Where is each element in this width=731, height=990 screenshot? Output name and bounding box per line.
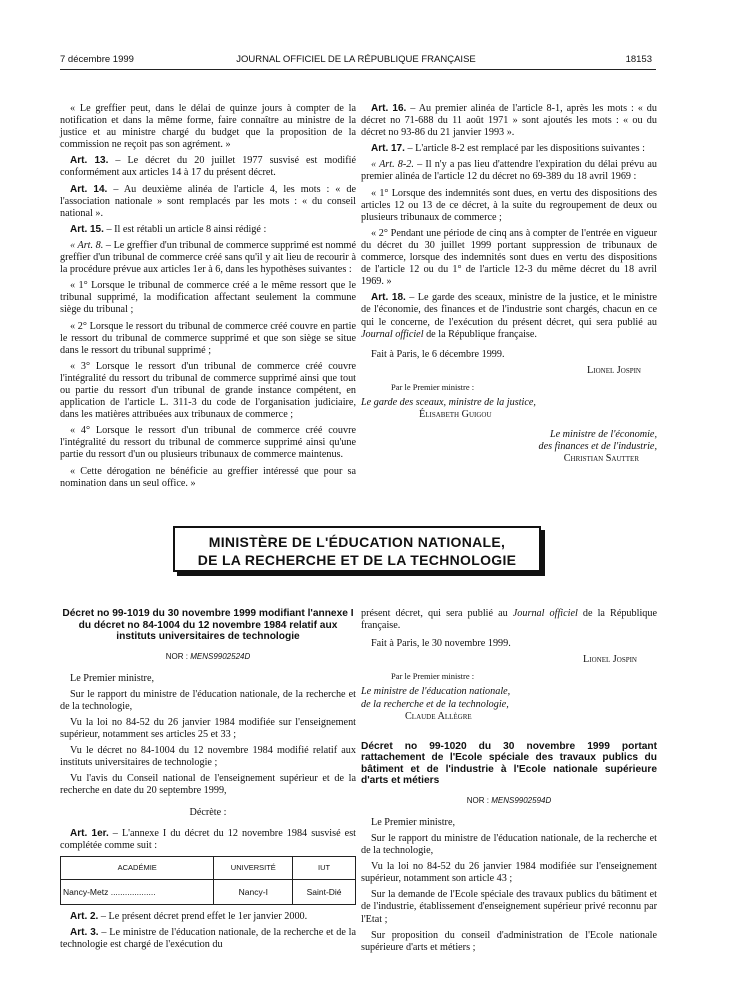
article-2 (60, 911, 356, 923)
ministry-box (173, 526, 541, 572)
decree-title: Décret no 99-1020 du 30 novembre 1999 portant rattachement de l'Ecole spéciale des travaux publics du bâtiment et de l'industrie à l'Ecole nationale supérieure d'arts et métiers (361, 740, 657, 787)
article-text: – Il n'y a pas lieu d'attendre l'expiration du délai prévu au premier alinéa de l'article 12 du décret no 69-389 du 18 avril 1969 : (361, 159, 658, 183)
article-text: de la République française. (423, 328, 537, 340)
signatory-title: Le ministre de l'éducation nationale, (361, 686, 511, 698)
column-bottom-left (60, 608, 356, 955)
article-label: Art. 3. (70, 926, 99, 938)
decrete: Décrète : (189, 807, 227, 819)
paragraph: « 1° Lorsque le tribunal de commerce créé a le même ressort que le tribunal supprimé, la modification affectant seulement la commune siège du tribunal ; (60, 280, 356, 316)
iut-table (60, 856, 356, 905)
paragraph: « Cette dérogation ne bénéficie au greffier intéressé que pour sa nomination dans un seul office. » (60, 465, 356, 489)
journal-name: Journal officiel (512, 608, 578, 619)
paragraph: Le Premier ministre, (371, 816, 456, 828)
nor-label: NOR : (165, 651, 191, 661)
article-label: Art. 17. (371, 143, 405, 155)
header-title: JOURNAL OFFICIEL DE LA RÉPUBLIQUE FRANÇAISE (236, 54, 476, 65)
nor-code: MENS9902524D (190, 651, 251, 661)
nor-reference (60, 651, 356, 663)
article-label: Art. 2. (70, 910, 99, 922)
signatory-name: Christian Sautter (563, 453, 639, 465)
signature-prime-minister: Lionel Jospin (587, 364, 641, 376)
article-label: Art. 14. (70, 183, 108, 195)
ministry-line-1: MINISTÈRE DE L'ÉDUCATION NATIONALE, (208, 534, 506, 550)
paragraph: « 2° Pendant une période de cinq ans à compter de l'entrée en vigueur du décret du 30 juillet 1999 portant suppression de tribunaux de commerce, lorsque des indemnités sont dues en vertu des dispositions de l'article 12 ou du 1° de l'article 12-3 du même décret du 18 avril 1969. » (361, 227, 657, 288)
article-label: « Art. 8. (70, 239, 104, 251)
article-text: – Le greffier d'un tribunal de commerce supprimé est nommé greffier d'un tribunal de commerce créé sans qu'il y ait lieu de recourir à la procédure prévue aux articles 1er à 6, dans les hypothèses suivantes : (60, 239, 356, 276)
article-label: Art. 16. (371, 103, 407, 114)
article-label: « Art. 8-2. (371, 159, 414, 171)
page-header (60, 54, 652, 68)
paragraph: Vu l'avis du Conseil national de l'enseignement supérieur et de la recherche en date du 20 septembre 1999, (60, 773, 356, 797)
paragraph-text: de la République française. (361, 608, 657, 632)
article-label: Art. 1er. (70, 827, 109, 839)
table-cell: Nancy-Metz ................... (61, 879, 214, 904)
paragraph: Vu la loi no 84-52 du 26 janvier 1984 modifiée sur l'enseignement supérieur, notamment son article 43 ; (361, 861, 657, 885)
signature-date: Fait à Paris, le 30 novembre 1999. (371, 638, 511, 650)
table-header-row (61, 856, 356, 879)
paragraph: Vu le décret no 84-1004 du 12 novembre 1984 modifié relatif aux instituts universitaires de technologie ; (60, 745, 356, 769)
paragraph: « Le greffier peut, dans le délai de quinze jours à compter de la notification et dans la même forme, faire connaître au ministre de la justice et au ministre chargé du budget que la proposition de la commission ne reçoit pas son agrément. » (60, 103, 356, 151)
nor-code: MENS9902594D (491, 795, 552, 805)
paragraph: Sur le rapport du ministre de l'éducation nationale, de la recherche et de la technologie, (60, 688, 356, 712)
paragraph: Sur proposition du conseil d'administration de l'Ecole nationale supérieure d'arts et métiers ; (361, 929, 657, 953)
article-14 (60, 184, 356, 220)
article-15 (60, 224, 356, 236)
journal-name: Journal officiel (361, 328, 424, 340)
article-text: – Le garde des sceaux, ministre de la justice, et le ministre de l'économie, des finances et de l'industrie sont chargés, chacun en ce qui le concerne, de l'exécution du présent décret, qui sera publié au (361, 292, 657, 328)
signature-by-line: Par le Premier ministre : (391, 381, 475, 392)
paragraph: Vu la loi no 84-52 du 26 janvier 1984 modifiée sur l'enseignement supérieur, notamment ses articles 25 et 33 ; (60, 716, 356, 740)
article-16 (361, 103, 657, 139)
signature-by-line: Par le Premier ministre : (391, 671, 475, 682)
header-rule (60, 69, 656, 70)
nor-label: NOR : (466, 795, 492, 805)
article-label: Art. 18. (371, 292, 406, 304)
table-cell: Nancy-I (214, 879, 293, 904)
header-date: 7 décembre 1999 (60, 54, 134, 65)
table-header-cell: UNIVERSITÉ (214, 856, 293, 879)
paragraph: Sur la demande de l'Ecole spéciale des travaux publics du bâtiment et de l'industrie, établissement d'enseignement supérieur privé reconnu par l'Etat ; (361, 889, 657, 925)
paragraph: « 2° Lorsque le ressort du tribunal de commerce créé couvre en partie le ressort du tribunal de commerce supprimé et que son siège se situe dans le ressort du tribunal supprimé ; (60, 320, 356, 356)
article-8-2 (361, 159, 657, 183)
article-8 (60, 240, 356, 276)
table-header-cell: ACADÉMIE (61, 856, 214, 879)
article-text: – Au premier alinéa de l'article 8-1, après les mots : « du décret no 71-688 du 11 août 1971 » sont ajoutés les mots : « ou du décret no 93-86 du 21 janvier 1993 ». (361, 103, 657, 139)
decree-title: Décret no 99-1019 du 30 novembre 1999 modifiant l'annexe I du décret no 84-1004 du 12 novembre 1984 relatif aux instituts universitaires de technologie (62, 608, 354, 642)
signatory-title: de la recherche et de la technologie, (361, 698, 509, 710)
article-text: – Le ministre de l'éducation nationale, de la recherche et de la technologie est chargé de l'exécution du (60, 926, 356, 950)
signature-date: Fait à Paris, le 6 décembre 1999. (371, 348, 505, 360)
article-label: Art. 15. (70, 223, 104, 235)
signatory-title: Le garde des sceaux, ministre de la justice, (361, 396, 536, 408)
article-label: Art. 13. (70, 155, 109, 167)
paragraph: « 3° Lorsque le ressort d'un tribunal de commerce créé couvre l'intégralité du ressort du tribunal de commerce supprimé ainsi que tout ou partie du ressort d'un tribunal de grande instance compétent, en application de l'article L. 311-3 du code de l'organisation judiciaire, dans les matières attribuées aux tribunaux de commerce ; (60, 360, 356, 421)
ministry-line-2: DE LA RECHERCHE ET DE LA TECHNOLOGIE (197, 552, 517, 568)
article-18 (361, 292, 657, 340)
column-bottom-right (361, 608, 657, 958)
table-row (61, 879, 356, 904)
paragraph: « 1° Lorsque des indemnités sont dues, en vertu des dispositions des articles 12 ou 13 de ce décret, à la suite du regroupement de deux ou plusieurs tribunaux de commerce ; (361, 187, 657, 223)
article-3 (60, 927, 356, 951)
paragraph: « 4° Lorsque le ressort d'un tribunal de commerce créé couvre l'intégralité du ressort du tribunal de commerce supprimé ainsi qu'une partie du ressort d'un ou plusieurs tribunaux de commerce maintenus. (60, 425, 356, 461)
paragraph (361, 608, 657, 632)
table-header-cell: IUT (293, 856, 356, 879)
article-text: – L'article 8-2 est remplacé par les dispositions suivantes : (404, 143, 645, 155)
signature-prime-minister: Lionel Jospin (583, 654, 637, 666)
signatory-name: Élisabeth Guigou (419, 409, 492, 421)
article-text: – Le décret du 20 juillet 1977 susvisé est modifié conformément aux articles 14 à 17 du présent décret. (60, 155, 356, 179)
paragraph: Sur le rapport du ministre de l'éducation nationale, de la recherche et de la technologie, (361, 832, 657, 857)
column-top-right (361, 103, 657, 469)
article-13 (60, 155, 356, 179)
header-page-number: 18153 (625, 54, 652, 65)
table-cell: Saint-Dié (293, 879, 356, 904)
article-text: – Au deuxième alinéa de l'article 4, les mots : « de l'association nationale » sont remplacés par les mots : « du conseil national ». (60, 183, 356, 219)
article-text: – Le présent décret prend effet le 1er janvier 2000. (98, 910, 308, 922)
paragraph-text: présent décret, qui sera publié au (361, 608, 513, 619)
signatory-title: Le ministre de l'économie, (549, 429, 657, 441)
article-1 (60, 828, 356, 852)
column-top-left (60, 103, 356, 494)
article-text: – L'annexe I du décret du 12 novembre 1984 susvisé est complétée comme suit : (60, 827, 356, 851)
signatory-title: des finances et de l'industrie, (538, 441, 657, 453)
paragraph: Le Premier ministre, (70, 672, 155, 684)
nor-reference (361, 795, 657, 807)
article-text: – Il est rétabli un article 8 ainsi rédigé : (103, 223, 267, 235)
signatory-name: Claude Allègre (405, 710, 472, 722)
article-17 (361, 143, 657, 155)
